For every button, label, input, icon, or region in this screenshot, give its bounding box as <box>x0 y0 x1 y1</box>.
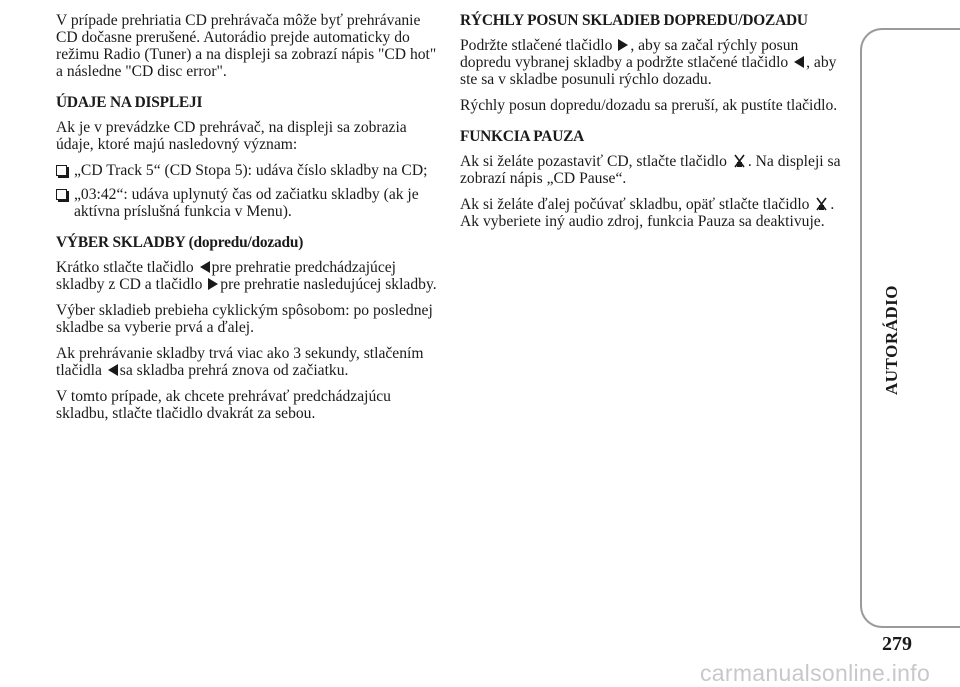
right-column <box>460 12 845 239</box>
paragraph-display-intro: Ak je v prevádzke CD prehrávač, na displeji sa zobrazia údaje, ktoré majú nasledovný význam: <box>56 119 407 153</box>
paragraph-pause <box>460 153 845 187</box>
paragraph-previous: V tomto prípade, ak chcete prehrávať predchádzajúcu skladbu, stlačte tlačidlo dvakrát za sebou. <box>56 388 391 422</box>
text-fragment: Ak si želáte pozastaviť CD, stlačte tlačidlo <box>460 153 727 170</box>
paragraph-cyclic: Výber skladieb prebieha cyklickým spôsobom: po poslednej skladbe sa vyberie prvá a ďalej. <box>56 302 433 336</box>
text-fragment: Ak si želáte ďalej počúvať skladbu, opäť stlačte tlačidlo <box>460 196 810 213</box>
section-tab <box>860 28 960 628</box>
paragraph-fast-stop: Rýchly posun dopredu/dozadu sa preruší, ak pustíte tlačidlo. <box>460 97 838 114</box>
page-number: 279 <box>882 633 912 655</box>
text-fragment: Ak prehrávanie skladby trvá viac ako 3 sekundy, stlačením tlačidla <box>56 345 424 379</box>
text-fragment: . Na displeji sa zobrazí nápis „CD Pause“. <box>460 153 841 187</box>
right-triangle-icon <box>208 278 218 290</box>
text-fragment: sa skladba prehrá znova od začiatku. <box>119 362 349 379</box>
checkbox-bullet-icon <box>56 189 67 200</box>
text-fragment: . Ak vyberiete iný audio zdroj, funkcia Pauza sa deaktivuje. <box>460 196 835 230</box>
bullet-time-text: „03:42“: udáva uplynutý čas od začiatku skladby (ak je aktívna príslušná funkcia v Menu). <box>74 186 419 220</box>
left-triangle-icon <box>108 364 118 376</box>
checkbox-bullet-icon <box>56 165 67 176</box>
paragraph-track-select <box>56 259 441 293</box>
bullet-track <box>56 162 441 179</box>
bullet-track-text: „CD Track 5“ (CD Stopa 5): udáva číslo skladby na CD; <box>74 162 428 179</box>
watermark: carmanualsonline.info <box>700 660 931 686</box>
text-fragment: pre prehratie predchádzajúcej skladby z CD a tlačidlo <box>56 259 397 293</box>
text-fragment: pre prehratie nasledujúcej skladby. <box>220 276 437 293</box>
left-triangle-icon <box>794 56 804 68</box>
bullet-time <box>56 186 441 220</box>
heading-track-select: VÝBER SKLADBY (dopredu/dozadu) <box>56 234 304 251</box>
section-tab-text: AUTORÁDIO <box>882 285 901 395</box>
heading-display-data: ÚDAJE NA DISPLEJI <box>56 94 203 111</box>
paragraph-restart <box>56 345 441 379</box>
pause-mute-icon <box>815 197 828 211</box>
paragraph-overheat: V prípade prehriatia CD prehrávača môže byť prehrávanie CD dočasne prerušené. Autorádio prejde automaticky do režimu Radio (Tuner) a na displeji sa zobrazí nápis "CD hot" a následne "CD disc error". <box>56 12 437 80</box>
paragraph-resume <box>460 196 845 230</box>
left-triangle-icon <box>200 261 210 273</box>
paragraph-fast-seek <box>460 37 845 88</box>
text-fragment: Podržte stlačené tlačidlo <box>460 37 613 54</box>
text-fragment: Krátko stlačte tlačidlo <box>56 259 194 276</box>
heading-fast-seek: RÝCHLY POSUN SKLADIEB DOPREDU/DOZADU <box>460 12 808 29</box>
pause-mute-icon <box>733 154 746 168</box>
left-column <box>56 12 441 431</box>
text-fragment: , aby ste sa v skladbe posunuli rýchlo dozadu. <box>460 54 837 88</box>
section-tab-label <box>878 280 906 400</box>
heading-pause: FUNKCIA PAUZA <box>460 128 585 145</box>
right-triangle-icon <box>618 39 628 51</box>
text-fragment: , aby sa začal rýchly posun dopredu vybranej skladby a podržte stlačené tlačidlo <box>460 37 799 71</box>
